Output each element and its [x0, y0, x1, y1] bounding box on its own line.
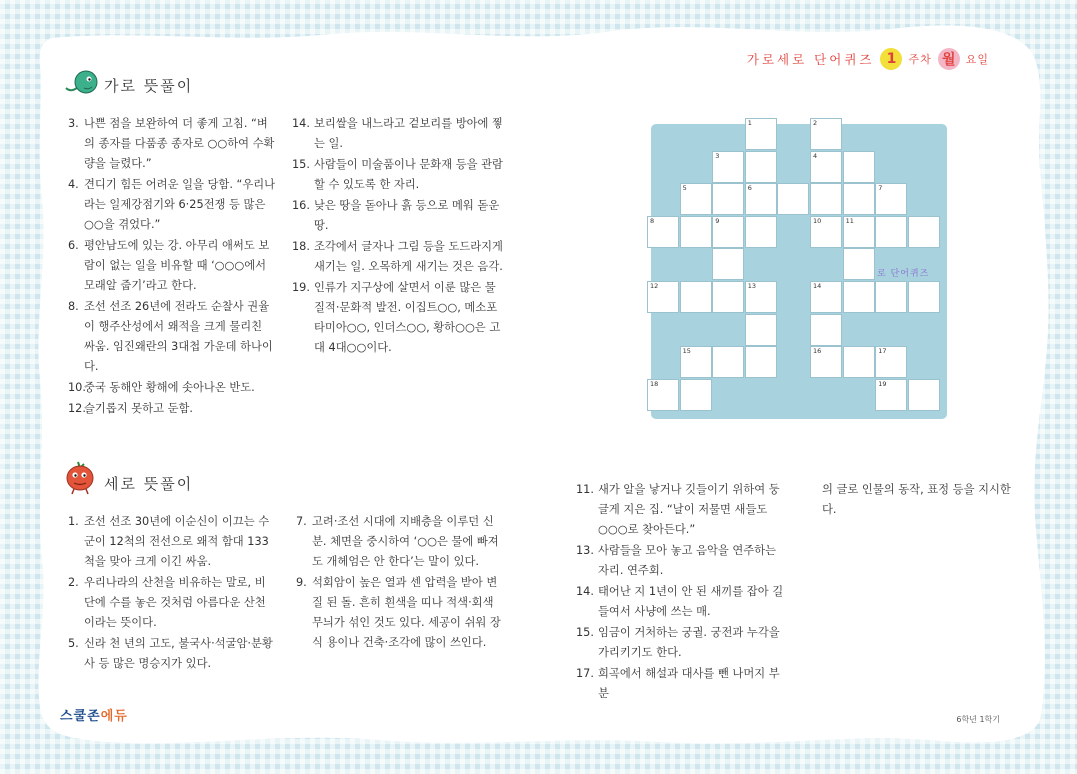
grade-label: 6학년 1학기	[956, 715, 1000, 724]
crossword-cell[interactable]	[810, 216, 842, 248]
green-creature-icon	[64, 66, 100, 96]
down-clues-col2	[296, 512, 506, 653]
clue-across-19: 19. 인류가 지구상에 살면서 이룬 많은 물질적·문화적 발전. 이집트○○, 메소포타미아○○, 인더스○○, 황하○○은 고대 4대○○이다.	[292, 281, 501, 354]
crossword-cell[interactable]	[647, 379, 679, 411]
crossword-cell[interactable]	[680, 216, 712, 248]
clue-down-17-continued: 의 글로 인물의 동작, 표정 등을 지시한다.	[822, 483, 1011, 516]
crossword-cell[interactable]	[908, 281, 940, 313]
clue-down-14: 14. 태어난 지 1년이 안 된 새끼를 잡아 길들여서 사냥에 쓰는 매.	[576, 585, 784, 618]
cell-number: 4	[813, 151, 818, 160]
crossword-cell[interactable]	[875, 216, 907, 248]
cell-number: 11	[845, 216, 854, 225]
crossword-cell[interactable]	[843, 248, 875, 280]
crossword-cell[interactable]	[745, 281, 777, 313]
board-label: 로 단어퀴즈	[877, 269, 930, 279]
cell-number: 15	[682, 347, 691, 356]
clue-down-2: 2. 우리나라의 산천을 비유하는 말로, 비단에 수를 놓은 것처럼 아름다운 산천이라는 뜻이다.	[68, 576, 266, 629]
clue-down-17: 17. 희곡에서 해설과 대사를 뺀 나머지 부분	[576, 667, 780, 700]
cell-number: 1	[747, 119, 752, 127]
clue-down-11: 11. 새가 알을 낳거나 깃들이기 위하여 둥글게 지은 집. “날이 저물면 새들도 ○○○로 찾아든다.”	[576, 483, 780, 536]
crossword-cell[interactable]	[875, 281, 907, 313]
across-title: 가로 뜻풀이	[104, 77, 194, 95]
crossword-cell[interactable]	[810, 183, 842, 215]
crossword-cell[interactable]	[712, 248, 744, 280]
cell-number: 6	[747, 184, 752, 193]
clue-across-15: 15. 사람들이 미술품이나 문화재 등을 관람할 수 있도록 한 자리.	[292, 158, 503, 191]
crossword-cell[interactable]	[680, 281, 712, 313]
clue-down-5: 5. 신라 천 년의 고도, 불국사·석굴암·분황사 등 많은 명승지가 있다.	[68, 637, 273, 670]
cell-number: 7	[878, 184, 883, 193]
cell-number: 19	[878, 379, 887, 388]
clue-down-15: 15. 임금이 거처하는 궁궐. 궁전과 누각을 가리키기도 한다.	[576, 626, 780, 659]
crossword-cell[interactable]	[647, 216, 679, 248]
clue-down-7: 7. 고려·조선 시대에 지배층을 이루던 신분. 체면을 중시하여 ‘○○은 물에 빠져도 개헤엄은 안 한다’는 말이 있다.	[296, 515, 499, 568]
crossword-cell[interactable]	[745, 183, 777, 215]
crossword-cell[interactable]	[777, 183, 809, 215]
crossword-cell[interactable]	[712, 216, 744, 248]
week-badge: 1	[880, 48, 902, 70]
crossword-cell[interactable]	[680, 379, 712, 411]
clue-across-8: 8. 조선 선조 26년에 전라도 순찰사 권율이 행주산성에서 왜적을 크게 물리친 싸움. 임진왜란의 3대첩 가운데 하나이다.	[68, 300, 273, 373]
cell-number: 18	[650, 379, 659, 388]
crossword-cell[interactable]	[843, 346, 875, 378]
publisher-logo: 스쿨존에듀	[60, 709, 128, 724]
crossword-cell[interactable]	[843, 151, 875, 183]
down-clues-col1	[68, 512, 276, 674]
crossword-cell[interactable]	[745, 346, 777, 378]
cell-number: 16	[813, 347, 822, 356]
crossword-cell[interactable]	[843, 281, 875, 313]
clue-across-10: 10. 중국 동해안 황해에 솟아나온 반도.	[68, 381, 255, 394]
crossword-cell[interactable]	[712, 151, 744, 183]
crossword-cell[interactable]	[875, 379, 907, 411]
clue-across-16: 16. 낮은 땅을 돋아나 흙 등으로 메워 돋운 땅.	[292, 199, 500, 232]
cell-number: 5	[682, 184, 687, 193]
down-clues-col3	[576, 480, 790, 704]
across-clues-col2	[292, 114, 504, 358]
down-title: 세로 뜻풀이	[104, 475, 194, 493]
cell-number: 3	[715, 151, 720, 160]
clue-across-3: 3. 나쁜 점을 보완하여 더 좋게 고침. “벼의 종자를 다품종 종자로 ○○하여 수확량을 늘렸다.”	[68, 117, 275, 170]
crossword-cell[interactable]	[810, 118, 842, 150]
crossword-cell[interactable]	[843, 183, 875, 215]
cell-number: 14	[813, 282, 822, 290]
cell-number: 2	[813, 119, 818, 127]
crossword-cell[interactable]	[712, 346, 744, 378]
header-banner	[747, 48, 989, 70]
crossword-cell[interactable]	[810, 151, 842, 183]
clue-down-13: 13. 사람들을 모아 놓고 음악을 연주하는 자리. 연주회.	[576, 544, 777, 577]
day-badge: 월	[938, 48, 960, 70]
crossword-cell[interactable]	[745, 314, 777, 346]
cell-number: 8	[650, 216, 655, 225]
clue-across-6: 6. 평안남도에 있는 강. 아무리 애써도 보람이 없는 일을 비유할 때 ‘○○○에서 모래알 줍기’라고 한다.	[68, 239, 270, 292]
crossword-cell[interactable]	[810, 346, 842, 378]
crossword-cell[interactable]	[875, 346, 907, 378]
crossword-cell[interactable]	[680, 183, 712, 215]
down-clues-col4	[822, 480, 1018, 520]
cell-number: 17	[878, 347, 887, 356]
cell-number: 12	[650, 282, 659, 290]
across-clues-col1	[68, 114, 276, 419]
header-title: 가로세로 단어퀴즈	[746, 52, 875, 67]
clue-down-9: 9. 석회암이 높은 열과 센 압력을 받아 변질 된 돌. 흔히 흰색을 띠나 적색·회색 무늬가 섞인 것도 있다. 세공이 쉬워 장식 용이나 건축·조각에 많이 쓰인다.	[296, 576, 501, 649]
clue-across-14: 14. 보리쌀을 내느라고 겉보리를 방아에 찧는 일.	[292, 117, 503, 150]
crossword-cell[interactable]	[680, 346, 712, 378]
cell-number: 9	[715, 216, 720, 225]
crossword-cell[interactable]	[810, 281, 842, 313]
crossword-cell[interactable]	[843, 216, 875, 248]
clue-across-12: 12. 슬기롭지 못하고 둔함.	[68, 402, 193, 415]
crossword-cell[interactable]	[647, 281, 679, 313]
crossword-cell[interactable]	[745, 151, 777, 183]
week-suffix: 주차	[908, 53, 932, 66]
crossword-cell[interactable]	[908, 216, 940, 248]
crossword-cell[interactable]	[745, 216, 777, 248]
red-creature-icon	[62, 458, 98, 496]
crossword-cell[interactable]	[908, 379, 940, 411]
cell-number: 10	[813, 216, 822, 225]
crossword-cell[interactable]	[712, 183, 744, 215]
crossword-cell[interactable]	[810, 314, 842, 346]
crossword-cell[interactable]	[745, 118, 777, 150]
crossword-cell[interactable]	[712, 281, 744, 313]
cell-number: 13	[747, 282, 757, 290]
clue-across-4: 4. 견디기 힘든 어려운 일을 당함. “우리나라는 일제강점기와 6·25전쟁 등 많은 ○○을 겪었다.”	[68, 178, 276, 231]
clue-across-18: 18. 조각에서 글자나 그림 등을 도드라지게 새기는 일. 오목하게 새기는 것은 음각.	[292, 240, 503, 273]
clue-down-1: 1. 조선 선조 30년에 이순신이 이끄는 수군이 12척의 전선으로 왜적 함대 133척을 맞아 크게 이긴 싸움.	[68, 515, 270, 568]
day-suffix: 요일	[965, 53, 989, 66]
crossword-cell[interactable]	[875, 183, 907, 215]
